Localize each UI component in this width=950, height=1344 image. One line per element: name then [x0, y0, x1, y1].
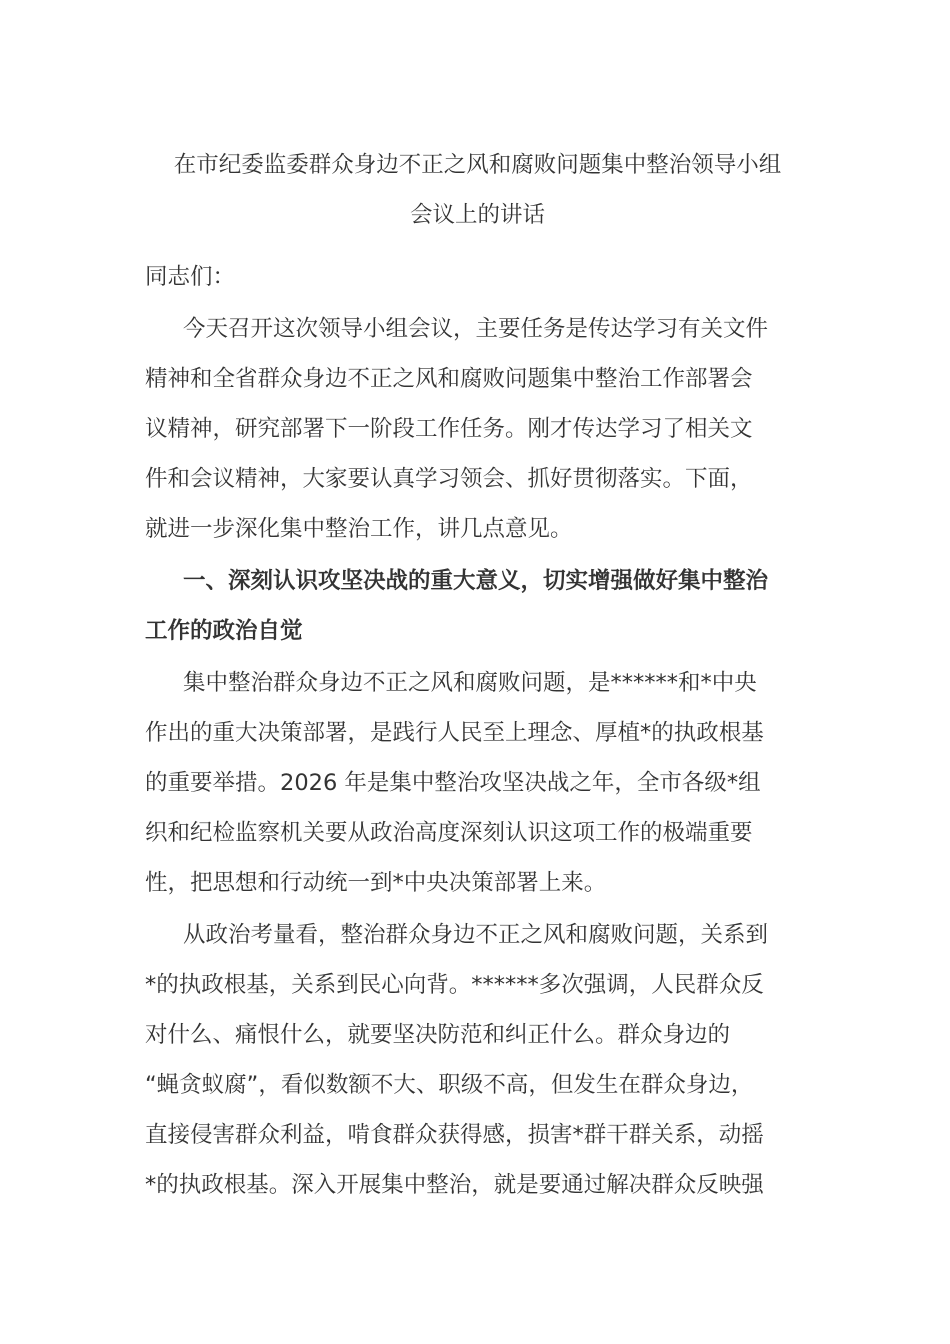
text-line: 织和纪检监察机关要从政治高度深刻认识这项工作的极端重要 [145, 820, 753, 846]
text-line: *的执政根基，关系到民心向背。******多次强调，人民群众反 [145, 972, 764, 998]
text-line: 今天召开这次领导小组会议，主要任务是传达学习有关文件 [183, 316, 769, 342]
text-line: 的重要举措。2026 年是集中整治攻坚决战之年，全市各级*组 [145, 770, 761, 796]
document-title [145, 140, 810, 240]
text-line: 对什么、痛恨什么，就要坚决防范和纠正什么。群众身边的 [145, 1022, 731, 1048]
paragraph-2 [145, 658, 810, 908]
greeting [145, 252, 810, 302]
text-line: 议精神，研究部署下一阶段工作任务。刚才传达学习了相关文 [145, 416, 753, 442]
text-line: 集中整治群众身边不正之风和腐败问题，是******和*中央 [183, 670, 757, 696]
text-line: 件和会议精神，大家要认真学习领会、抓好贯彻落实。下面， [145, 466, 753, 492]
heading-line: 工作的政治自觉 [145, 618, 303, 644]
document-page [145, 140, 810, 1210]
text-line: 性，把思想和行动统一到*中央决策部署上来。 [145, 870, 607, 896]
greeting-text: 同志们： [145, 264, 236, 290]
text-line: 就进一步深化集中整治工作，讲几点意见。 [145, 516, 573, 542]
text-line: 作出的重大决策部署，是践行人民至上理念、厚植*的执政根基 [145, 720, 764, 746]
text-line: 直接侵害群众利益，啃食群众获得感，损害*群干群关系，动摇 [145, 1122, 764, 1148]
text-line: “蝇贪蚁腐”，看似数额不大、职级不高，但发生在群众身边， [145, 1072, 754, 1098]
section-heading-1 [145, 556, 810, 656]
title-line: 会议上的讲话 [409, 202, 545, 228]
paragraph-3 [145, 910, 810, 1210]
paragraph-intro [145, 304, 810, 554]
heading-line: 一、深刻认识攻坚决战的重大意义，切实增强做好集中整治 [183, 568, 769, 594]
text-line: *的执政根基。深入开展集中整治，就是要通过解决群众反映强 [145, 1172, 764, 1198]
text-line: 从政治考量看，整治群众身边不正之风和腐败问题，关系到 [183, 922, 769, 948]
title-line: 在市纪委监委群众身边不正之风和腐败问题集中整治领导小组 [173, 152, 782, 178]
text-line: 精神和全省群众身边不正之风和腐败问题集中整治工作部署会 [145, 366, 753, 392]
